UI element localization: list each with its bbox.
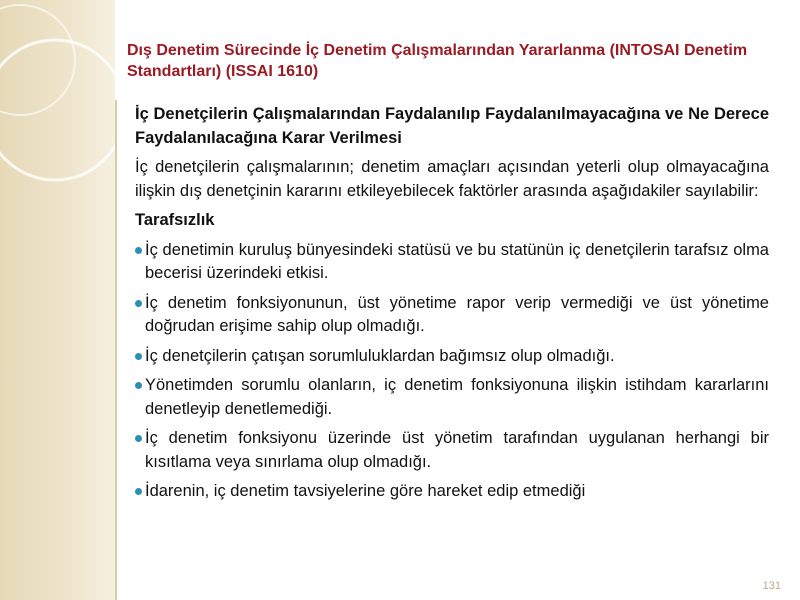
bullet-dot-icon (135, 435, 142, 442)
bullet-dot-icon (135, 247, 142, 254)
bullet-item (135, 292, 769, 339)
bullet-text: İç denetim fonksiyonunun, üst yönetime rapor verip vermediği ve üst yönetime doğrudan erişime sahip olup olmadığı. (145, 293, 769, 335)
subheading: Tarafsızlık (135, 211, 215, 229)
bullet-item (135, 374, 769, 421)
bullet-text: İç denetçilerin çatışan sorumluluklardan bağımsız olup olmadığı. (145, 346, 615, 365)
bullet-text: İdarenin, iç denetim tavsiyelerine göre hareket edip etmediği (145, 482, 586, 500)
bullet-item (135, 345, 769, 369)
intro-paragraph: İç denetçilerin çalışmalarının; denetim amaçları açısından yeterli olup olmayacağına ilişkin dış denetçinin kararını etkileyebilecek faktörler arasında aşağıdakiler sayılabilir: (135, 158, 769, 200)
page-number: 131 (762, 580, 781, 592)
bullet-dot-icon (135, 382, 142, 389)
bullet-item (135, 239, 769, 286)
bullet-item (135, 427, 769, 474)
bullet-item (135, 480, 769, 504)
bullet-text: İç denetimin kuruluş bünyesindeki statüsü ve bu statünün iç denetçilerin tarafsız olma becerisi üzerindeki etkisi. (145, 240, 769, 282)
section-heading: İç Denetçilerin Çalışmalarından Faydalanılıp Faydalanılmayacağına ve Ne Derece Faydalanılacağına Karar Verilmesi (135, 105, 769, 147)
decorative-circles (0, 0, 130, 200)
bullet-dot-icon (135, 488, 142, 495)
bullet-dot-icon (135, 353, 142, 360)
bullet-dot-icon (135, 300, 142, 307)
bullet-text: Yönetimden sorumlu olanların, iç denetim fonksiyonuna ilişkin istihdam kararlarını denetleyip denetlemediği. (145, 376, 769, 418)
bullet-text: İç denetim fonksiyonu üzerinde üst yönetim tarafından uygulanan herhangi bir kısıtlama veya sınırlama olup olmadığı. (145, 429, 769, 471)
slide-title: Dış Denetim Sürecinde İç Denetim Çalışmalarından Yararlanma (INTOSAI Denetim Standartları) (ISSAI 1610) (127, 42, 748, 80)
divider-line (115, 100, 117, 600)
slide-content (135, 103, 769, 510)
